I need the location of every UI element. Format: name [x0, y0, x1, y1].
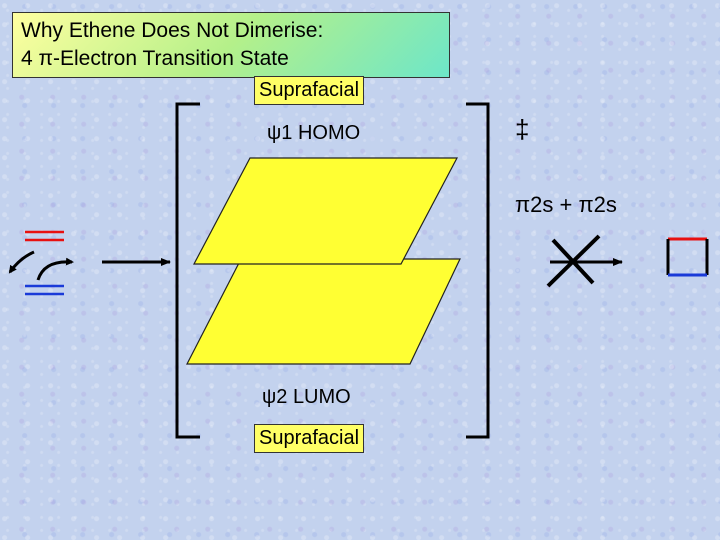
suprafacial-label-bottom: Suprafacial: [254, 424, 364, 453]
title-line-1: Why Ethene Does Not Dimerise:: [21, 19, 324, 42]
transition-state-dagger: ‡: [515, 114, 530, 144]
curved-arrow-right-icon: [38, 262, 72, 280]
ethene-left-icon: [10, 232, 72, 294]
left-bracket: [177, 104, 200, 437]
homo-label: ψ1 HOMO: [267, 122, 361, 144]
right-bracket: [466, 104, 488, 437]
homo-orbital-plane: [194, 158, 457, 264]
cyclobutane-square-icon: [668, 239, 707, 275]
woodward-hoffmann-notation: π2s + π2s: [515, 192, 617, 217]
lumo-label: ψ2 LUMO: [262, 386, 351, 408]
lumo-orbital-plane: [187, 259, 460, 364]
title-line-2: 4 π-Electron Transition State: [21, 47, 289, 70]
suprafacial-label-top: Suprafacial: [254, 76, 364, 105]
curved-arrow-left-icon: [10, 252, 34, 272]
